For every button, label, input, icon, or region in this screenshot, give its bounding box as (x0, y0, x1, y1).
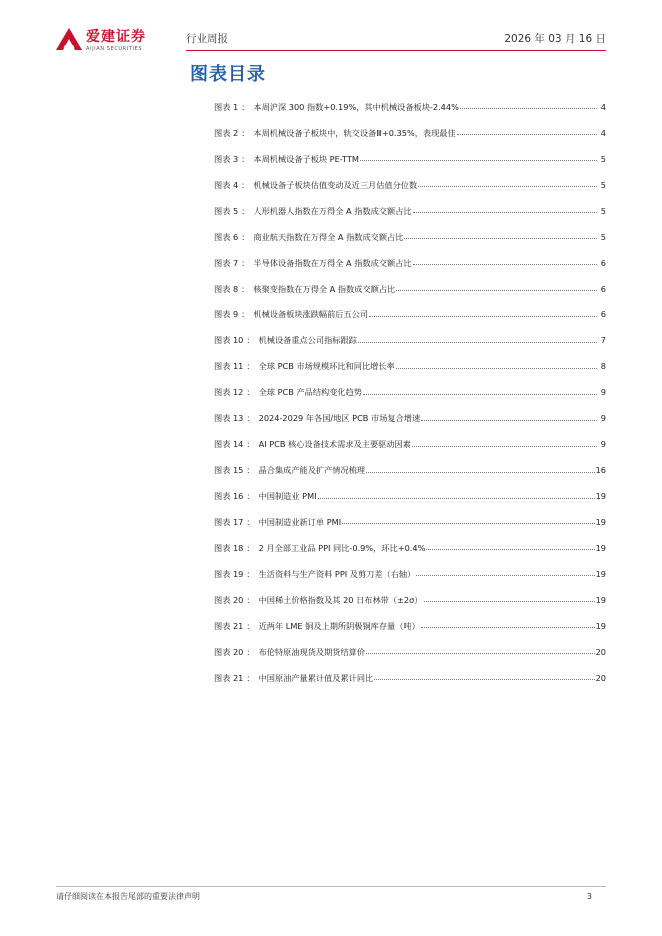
toc-entry[interactable]: 图表 12 ： 全球 PCB 产品结构变化趋势 9 (214, 387, 606, 398)
toc-entry-text: 中国制造业新订单 PMI (258, 516, 342, 527)
toc-leader (358, 342, 597, 343)
toc-entry-label: 图表 20 (214, 646, 244, 657)
toc-entry-text: 本周机械设备子板块 PE-TTM (253, 153, 359, 164)
toc-leader (421, 420, 597, 421)
toc-entry-text: 商业航天指数在万得全 A 指数成交额占比 (253, 231, 404, 242)
toc-entry[interactable]: 图表 14 ： AI PCB 核心设备技术需求及主要驱动因素 9 (214, 439, 606, 450)
toc-leader (413, 212, 597, 213)
toc-entry[interactable]: 图表 2 ： 本周机械设备子板块中，轨交设备Ⅲ+0.35%，表现最佳 4 (214, 127, 606, 138)
toc-entry-text: 全球 PCB 产品结构变化趋势 (258, 387, 362, 398)
toc-entry-text: 晶合集成产能及扩产情况梳理 (258, 465, 366, 476)
toc-entry-text: 2 月全部工业品 PPI 同比-0.9%，环比+0.4% (258, 542, 426, 553)
report-date: 2026 年 03 月 16 日 (504, 33, 606, 45)
toc-entry[interactable]: 图表 15 ： 晶合集成产能及扩产情况梳理 16 (214, 465, 606, 476)
toc-entry-page: 6 (600, 257, 606, 268)
toc-entry[interactable]: 图表 21 ： 近两年 LME 铜及上期所阴极铜库存量（吨） 19 (214, 620, 606, 631)
toc-leader (424, 601, 595, 602)
toc-entry-text: 近两年 LME 铜及上期所阴极铜库存量（吨） (258, 620, 420, 631)
toc-entry-text: 中国制造业 PMI (258, 491, 317, 502)
toc-entry-text: 核聚变指数在万得全 A 指数成交额占比 (253, 283, 396, 294)
toc-entry-label: 图表 14 (214, 439, 244, 450)
toc-entry-text: 全球 PCB 市场规模环比和同比增长率 (258, 361, 395, 372)
toc-entry[interactable]: 图表 7 ： 半导体设备指数在万得全 A 指数成交额占比 6 (214, 257, 606, 268)
toc-entry-page: 5 (600, 205, 606, 216)
toc-entry-text: 2024-2029 年各国/地区 PCB 市场复合增速 (258, 413, 421, 424)
toc-entry-page: 7 (600, 335, 606, 346)
toc-entry-page: 5 (600, 179, 606, 190)
toc-entry[interactable]: 图表 20 ： 布伦特原油现货及期货结算价 20 (214, 646, 606, 657)
toc-entry-label: 图表 18 (214, 542, 244, 553)
toc-leader (342, 523, 594, 524)
toc-entry[interactable]: 图表 19 ： 生活资料与生产资料 PPI 及剪刀差（右轴） 19 (214, 568, 606, 579)
toc-entry-label: 图表 1 (214, 101, 239, 112)
toc-entry[interactable]: 图表 20 ： 中国稀土价格指数及其 20 日布林带（±2σ） 19 (214, 594, 606, 605)
toc-leader (418, 186, 597, 187)
toc-entry-label: 图表 11 (214, 361, 244, 372)
toc-entry-label: 图表 13 (214, 413, 244, 424)
toc-entry-label: 图表 15 (214, 465, 244, 476)
toc-entry-page: 4 (600, 101, 606, 112)
toc-leader (421, 627, 595, 628)
toc-entry-page: 5 (600, 153, 606, 164)
toc-entry-page: 19 (595, 542, 606, 553)
toc-entry-label: 图表 7 (214, 257, 239, 268)
toc-leader (366, 653, 595, 654)
toc-leader (457, 134, 597, 135)
toc-entry[interactable]: 图表 13 ： 2024-2029 年各国/地区 PCB 市场复合增速 9 (214, 413, 606, 424)
toc-entry[interactable]: 图表 9 ： 机械设备板块涨跌幅前后五公司 6 (214, 309, 606, 320)
toc-entry-label: 图表 16 (214, 491, 244, 502)
toc-entry-text: 本周沪深 300 指数+0.19%，其中机械设备板块-2.44% (253, 101, 459, 112)
toc-leader (413, 264, 597, 265)
toc-leader (374, 679, 594, 680)
toc-entry[interactable]: 图表 4 ： 机械设备子板块估值变动及近三月估值分位数 5 (214, 179, 606, 190)
toc-leader (426, 549, 594, 550)
toc-entry[interactable]: 图表 21 ： 中国原油产量累计值及累计同比 20 (214, 672, 606, 683)
toc-entry[interactable]: 图表 6 ： 商业航天指数在万得全 A 指数成交额占比 5 (214, 231, 606, 242)
toc-entry-page: 8 (600, 361, 606, 372)
toc-entry[interactable]: 图表 18 ： 2 月全部工业品 PPI 同比-0.9%，环比+0.4% 19 (214, 542, 606, 553)
toc-entry[interactable]: 图表 3 ： 本周机械设备子板块 PE-TTM 5 (214, 153, 606, 164)
toc-entry-page: 19 (595, 594, 606, 605)
toc-entry-label: 图表 21 (214, 672, 244, 683)
toc-entry-label: 图表 10 (214, 335, 244, 346)
toc-entry-page: 9 (600, 439, 606, 450)
footer-disclaimer: 请仔细阅读在本报告尾部的重要法律声明 (56, 892, 200, 901)
brand-name-en: AIJIAN SECURITIES (86, 46, 143, 52)
toc-leader (404, 238, 597, 239)
toc-entry-text: AI PCB 核心设备技术需求及主要驱动因素 (258, 439, 411, 450)
toc-entry-text: 中国原油产量累计值及累计同比 (258, 672, 374, 683)
toc-entry[interactable]: 图表 8 ： 核聚变指数在万得全 A 指数成交额占比 6 (214, 283, 606, 294)
toc-entry-label: 图表 12 (214, 387, 244, 398)
toc-entry-page: 19 (595, 491, 606, 502)
toc-leader (366, 472, 595, 473)
toc-entry-text: 人形机器人指数在万得全 A 指数成交额占比 (253, 205, 412, 216)
toc-entry-text: 机械设备重点公司指标跟踪 (258, 335, 357, 346)
toc-leader (416, 575, 594, 576)
toc-entry[interactable]: 图表 1 ： 本周沪深 300 指数+0.19%，其中机械设备板块-2.44% 4 (214, 101, 606, 112)
toc-entry[interactable]: 图表 17 ： 中国制造业新订单 PMI 19 (214, 516, 606, 527)
toc-entry-text: 机械设备板块涨跌幅前后五公司 (253, 309, 369, 320)
toc-entry-label: 图表 19 (214, 568, 244, 579)
toc-leader (360, 160, 597, 161)
toc-entry[interactable]: 图表 5 ： 人形机器人指数在万得全 A 指数成交额占比 5 (214, 205, 606, 216)
toc-leader (318, 498, 595, 499)
toc-entry-text: 中国稀土价格指数及其 20 日布林带（±2σ） (258, 594, 423, 605)
toc-entry-text: 机械设备子板块估值变动及近三月估值分位数 (253, 179, 418, 190)
page-number: 3 (586, 892, 592, 901)
toc-entry[interactable]: 图表 16 ： 中国制造业 PMI 19 (214, 491, 606, 502)
toc-entry-page: 19 (595, 568, 606, 579)
toc-leader (363, 394, 597, 395)
toc-entry-text: 半导体设备指数在万得全 A 指数成交额占比 (253, 257, 412, 268)
footer-divider (56, 886, 606, 887)
brand-name: 爱建证券 (86, 29, 146, 45)
toc-entry-label: 图表 5 (214, 205, 239, 216)
toc-leader (396, 290, 597, 291)
toc-entry-text: 生活资料与生产资料 PPI 及剪刀差（右轴） (258, 568, 416, 579)
toc-list (214, 94, 606, 691)
toc-leader (460, 108, 597, 109)
toc-entry[interactable]: 图表 10 ： 机械设备重点公司指标跟踪 7 (214, 335, 606, 346)
toc-entry-page: 6 (600, 309, 606, 320)
toc-entry-label: 图表 21 (214, 620, 244, 631)
toc-entry-page: 9 (600, 387, 606, 398)
toc-leader (412, 446, 597, 447)
toc-entry-page: 5 (600, 231, 606, 242)
header-divider (186, 50, 606, 51)
toc-entry-text: 布伦特原油现货及期货结算价 (258, 646, 366, 657)
page-header (0, 0, 662, 60)
toc-entry-label: 图表 2 (214, 127, 239, 138)
toc-title: 图表目录 (190, 64, 266, 85)
toc-entry-label: 图表 17 (214, 516, 244, 527)
aijian-logo-icon (56, 28, 82, 50)
toc-entry-page: 4 (600, 127, 606, 138)
report-type: 行业周报 (186, 33, 228, 45)
toc-entry-page: 6 (600, 283, 606, 294)
toc-entry-text: 本周机械设备子板块中，轨交设备Ⅲ+0.35%，表现最佳 (253, 127, 456, 138)
toc-entry[interactable]: 图表 11 ： 全球 PCB 市场规模环比和同比增长率 8 (214, 361, 606, 372)
toc-entry-page: 19 (595, 516, 606, 527)
toc-leader (396, 368, 597, 369)
toc-entry-page: 16 (595, 465, 606, 476)
toc-entry-label: 图表 4 (214, 179, 239, 190)
toc-entry-page: 20 (595, 646, 606, 657)
toc-entry-label: 图表 3 (214, 153, 239, 164)
toc-entry-page: 19 (595, 620, 606, 631)
toc-entry-label: 图表 6 (214, 231, 239, 242)
toc-entry-page: 9 (600, 413, 606, 424)
toc-entry-label: 图表 8 (214, 283, 239, 294)
toc-leader (369, 316, 597, 317)
toc-entry-label: 图表 9 (214, 309, 239, 320)
toc-entry-page: 20 (595, 672, 606, 683)
toc-entry-label: 图表 20 (214, 594, 244, 605)
